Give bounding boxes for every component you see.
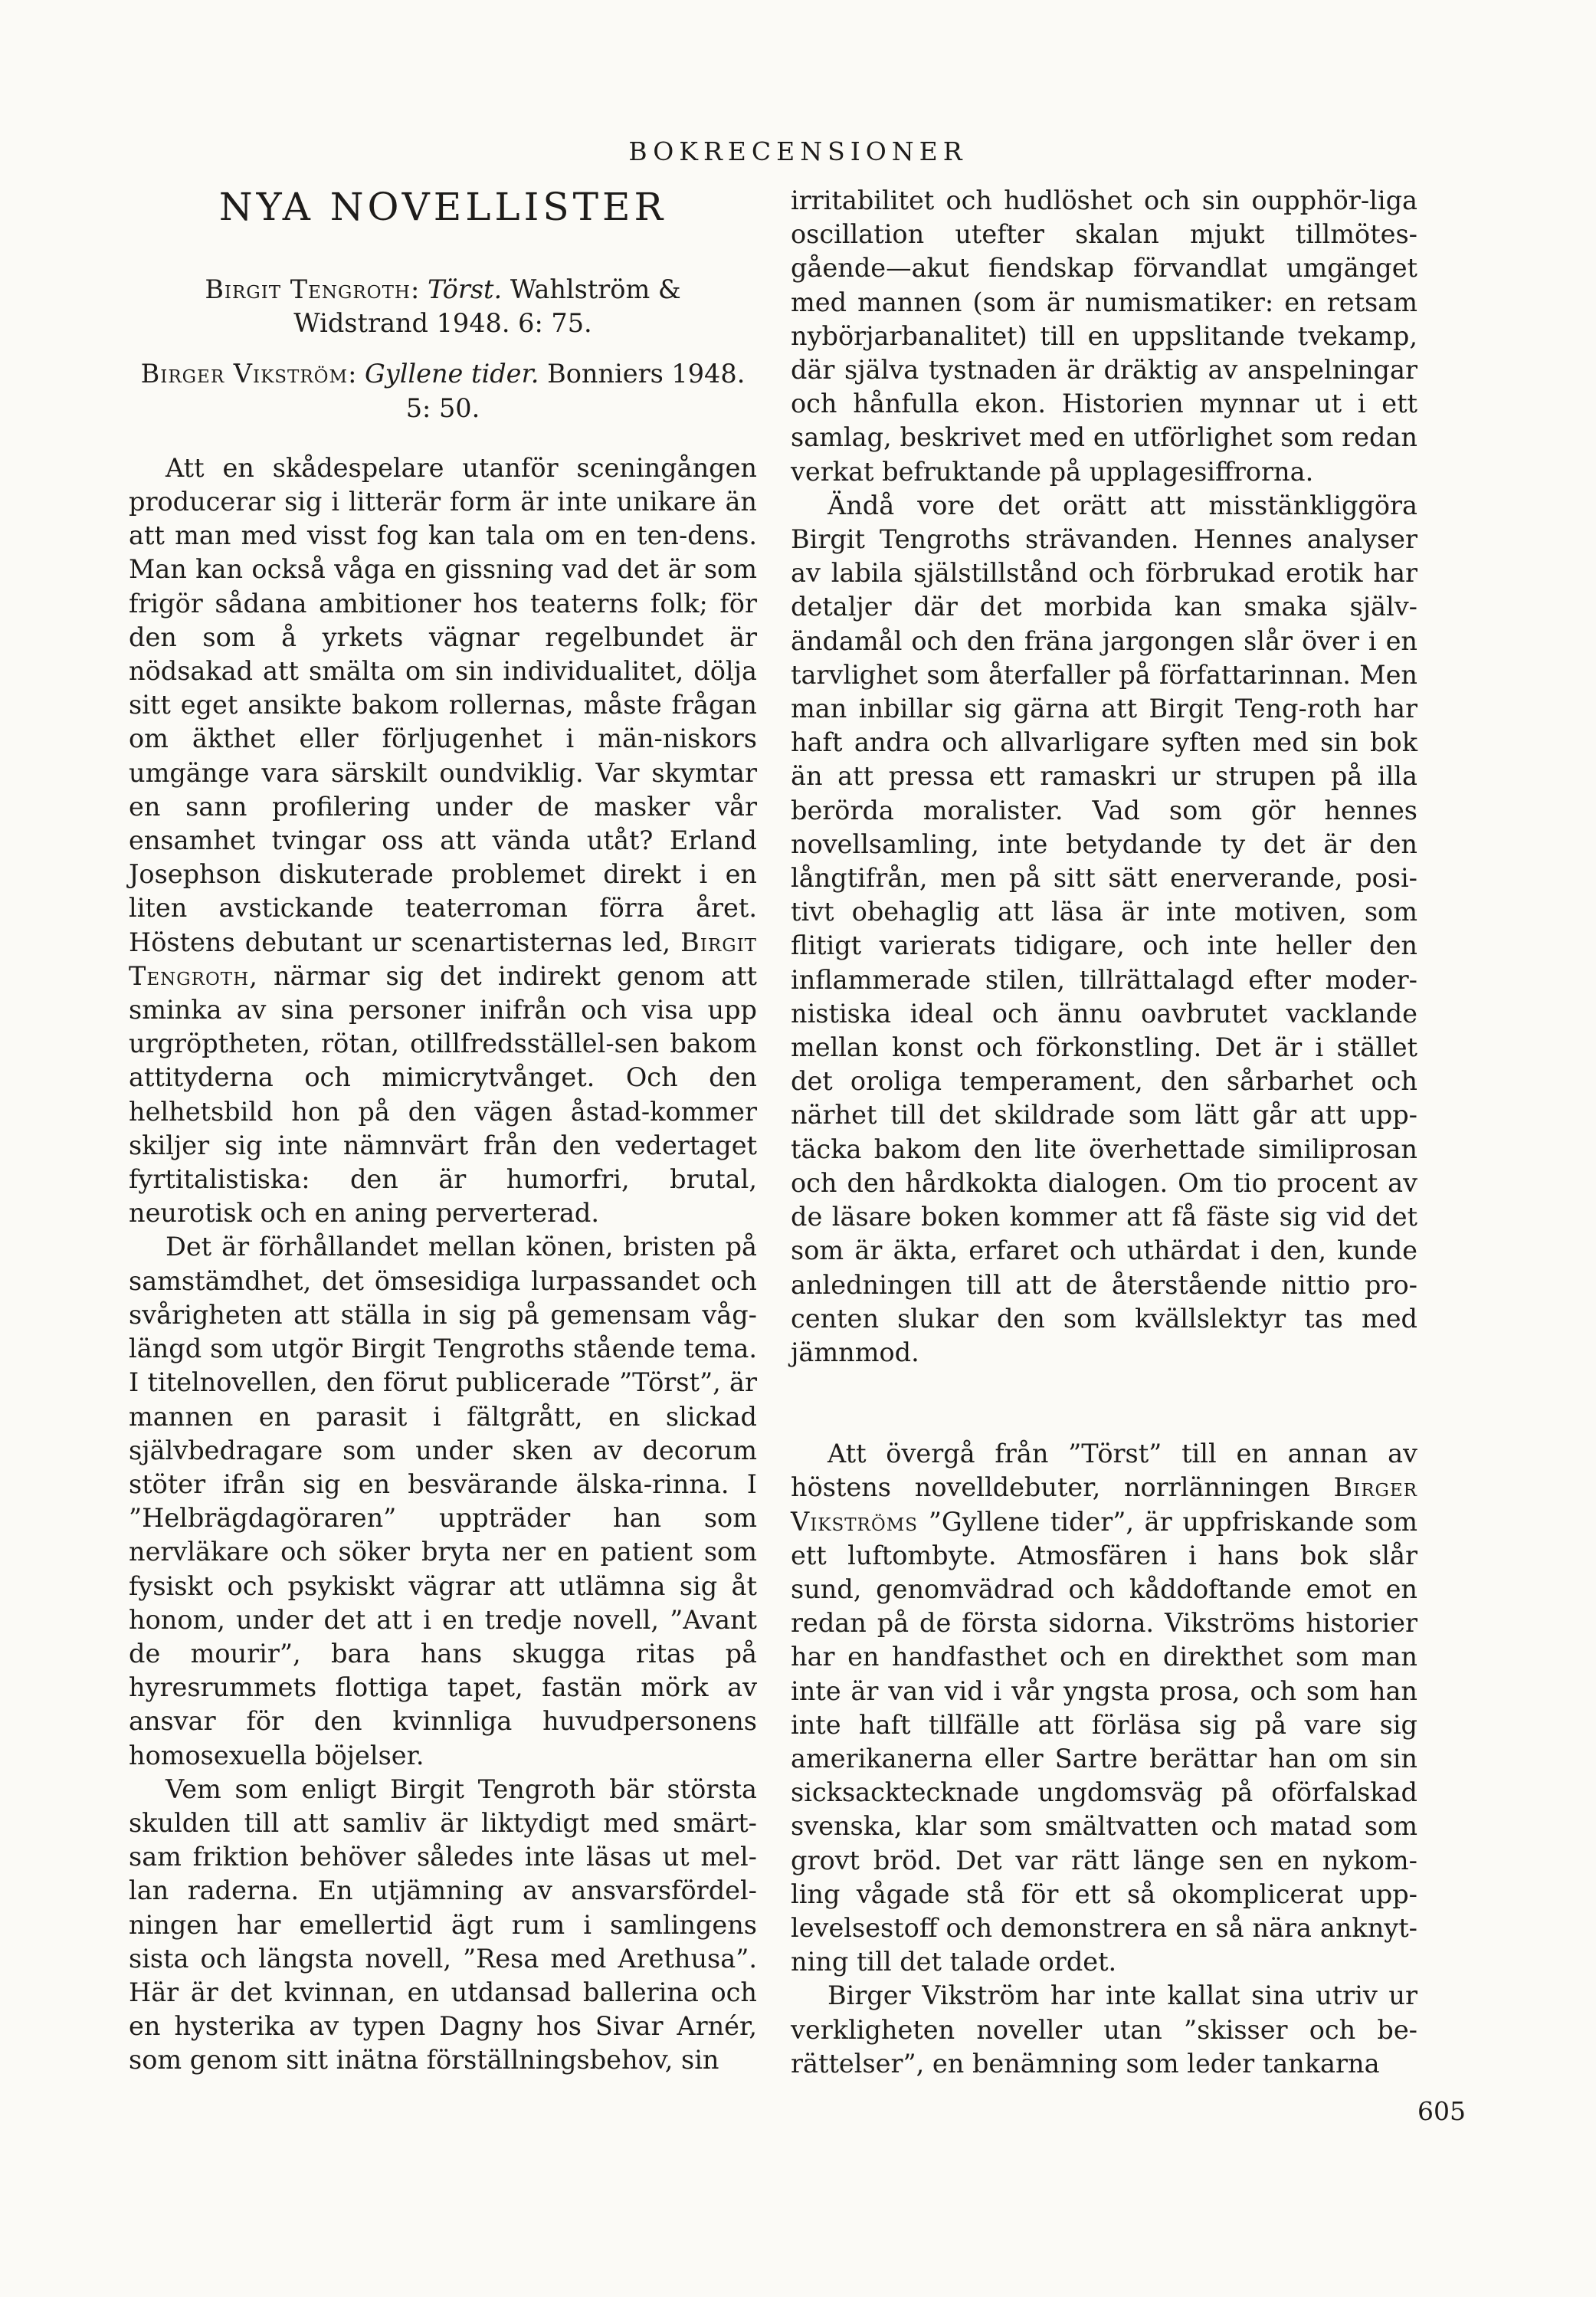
paragraph: Birger Vikström har inte kallat sina utriv ur verkligheten noveller utan ”skisser och be-rättelser”, en benämning som leder tankarna xyxy=(791,1980,1417,2079)
paragraph: Vem som enligt Birgit Tengroth bär största skulden till att samliv är liktydigt med smärt-sam friktion behöver således inte läsas ut mel-lan raderna. En utjämning av ansvarsfördel-ningen har emellertid ägt rum i samlingens sista och längsta novell, ”Resa med Arethusa”. Här är det kvinnan, en utdansad ballerina och en hysterika av typen Dagny hos Sivar Arnér, som genom sitt inätna förställningsbehov, sin xyxy=(129,1774,757,2076)
paragraph: Ändå vore det orätt att misstänkliggöra Birgit Tengroths strävanden. Hennes analyser av labila själstillstånd och förbrukad erotik har detaljer där det morbida kan smaka själv-ändamål och den fräna jargongen slår över i en tarvlighet som återfaller på författarinnan. Men man inbillar sig gärna att Birgit Teng-roth har haft andra och allvarligare syften med sin bok än att pressa ett ramaskri ur strupen på illa berörda moralister. Vad som gör hennes novellsamling, inte betydande ty det är den långtifrån, men på sitt sätt enerverande, posi-tivt obehaglig att läsa är inte motiven, som flitigt varierats tidigare, och inte heller den inflammerade stilen, tillrättalagd efter moder-nistiska ideal och ännu oavbrutet vacklande mellan konst och förkonstling. Det är i stället det oroliga temperament, den sårbarhet och närhet till det skildrade som lätt går att upp-täcka bakom den lite överhettade similiprosan och den hårdkokta dialogen. Om tio procent av de läsare boken kommer att få fäste sig vid det som är äkta, erfaret och uthärdat i den, kunde anledningen till att de återstående nittio pro-centen slukar den som kvällslektyr tas med jämnmod. xyxy=(791,490,1417,1367)
paragraph: Det är förhållandet mellan könen, bristen på samstämdhet, det ömsesidiga lurpassandet och svårigheten att ställa in sig på gemensam våg-längd som utgör Birgit Tengroths stående tema. I titelnovellen, den förut publicerade ”Törst”, är mannen en parasit i fältgrått, en slickad självbedragare som under sken av decorum stöter ifrån sig en besvärande älska-rinna. I ”Helbrägdagöraren” uppträder han som nervläkare och söker bryta ner en patient som fysiskt och psykiskt vägrar att utlämna sig åt honom, under det att i en tredje novell, ”Avant de mourir”, bara hans skugga ritas på hyresrummets flottiga tapet, fastän mörk av ansvar för den kvinnliga huvudpersonens homosexuella böjelser. xyxy=(129,1232,757,1770)
article-title: NYA NOVELLISTER xyxy=(218,185,667,229)
citation-author: Birgit Tengroth xyxy=(205,274,411,304)
right-column xyxy=(791,184,1417,2081)
paragraph xyxy=(791,1437,1417,1979)
citation-vikstrom xyxy=(129,357,757,425)
paragraph: irritabilitet och hudlöshet och sin oupphör-liga oscillation utefter skalan mjukt tillmötes-gående—akut fiendskap förvandlat umgänget med mannen (som är numismatiker: en retsam nybörjarbanalitet) till en uppslitande tvekamp, där själva tystnaden är dräktig av anspelningar och hånfulla ekon. Historien mynnar ut i ett samlag, beskrivet med en utförlighet som redan verkat befruktande på upplagesiffrorna. xyxy=(791,185,1417,487)
author-name: Birger Vikströms xyxy=(791,1472,1417,1537)
citation-separator: : xyxy=(411,274,428,304)
citation-details: Wahlström & Widstrand 1948. 6: 75. xyxy=(293,274,681,339)
citation-work: Törst. xyxy=(427,274,503,304)
page-number: 605 xyxy=(1417,2096,1466,2126)
paragraph xyxy=(129,451,757,1231)
citation-details: Bonniers 1948. 5: 50. xyxy=(405,359,746,423)
paragraph-text: , närmar sig det indirekt genom att sminka av sina personer inifrån och visa upp urgröptheten, rötan, otillfredsställel-sen bakom attityderna och mimicrytvånget. Och den helhetsbild hon på den vägen åstad-kommer skiljer sig inte nämnvärt från den vedertaget fyrtitalistiska: den är humorfri, brutal, neurotisk och en aning perverterad. xyxy=(129,960,757,1229)
paragraph-text: Att en skådespelare utanför sceningången producerar sig i litterär form är inte unikare än att man med visst fog kan tala om en ten-dens. Man kan också våga en gissning vad det är som frigör sådana ambitioner hos teaterns folk; för den som å yrkets vägnar regelbundet är nödsakad att smälta om sin individualitet, dölja sitt eget ansikte bakom rollernas, måste frågan om äkthet eller förljugenhet i män-niskors umgänge vara särskilt oundviklig. Var skymtar en sann profilering under de masker vår ensamhet tvingar oss att vända utåt? Erland Josephson diskuterade problemet direkt i en liten avstickande teaterroman förra året. Höstens debutant ur scenartisternas led, xyxy=(129,452,757,957)
running-head: BOKRECENSIONER xyxy=(628,136,968,166)
citation-author: Birger Vikström xyxy=(140,359,349,389)
author-name: Birgit Tengroth xyxy=(129,927,757,991)
section-divider xyxy=(791,1370,1417,1437)
left-column xyxy=(129,184,757,2078)
citation-work: Gyllene tider. xyxy=(365,359,539,389)
paragraph-text: Att övergå från ”Törst” till en annan av höstens novelldebuter, norrlänningen xyxy=(791,1439,1417,1503)
citation-separator: : xyxy=(348,359,365,389)
paragraph-text: ”Gyllene tider”, är uppfriskande som ett luftombyte. Atmosfären i hans bok slår sund, genomvädrad och kåddoftande emot en redan på de första sidorna. Vikströms historier har en handfasthet och en direkthet som man inte är van vid i vår yngsta prosa, och som han inte haft tillfälle att förläsa sig på vare sig amerikanerna eller Sartre berättar han om sin sicksacktecknade ungdomsväg på oförfalskad svenska, klar som smältvatten och matad som grovt bröd. Det var rätt länge sen en nykom-ling vågade stå för ett så okomplicerat upp-levelsestoff och demonstrera en så nära anknyt-ning till det talade ordet. xyxy=(791,1506,1417,1977)
citation-tengroth xyxy=(129,273,757,340)
